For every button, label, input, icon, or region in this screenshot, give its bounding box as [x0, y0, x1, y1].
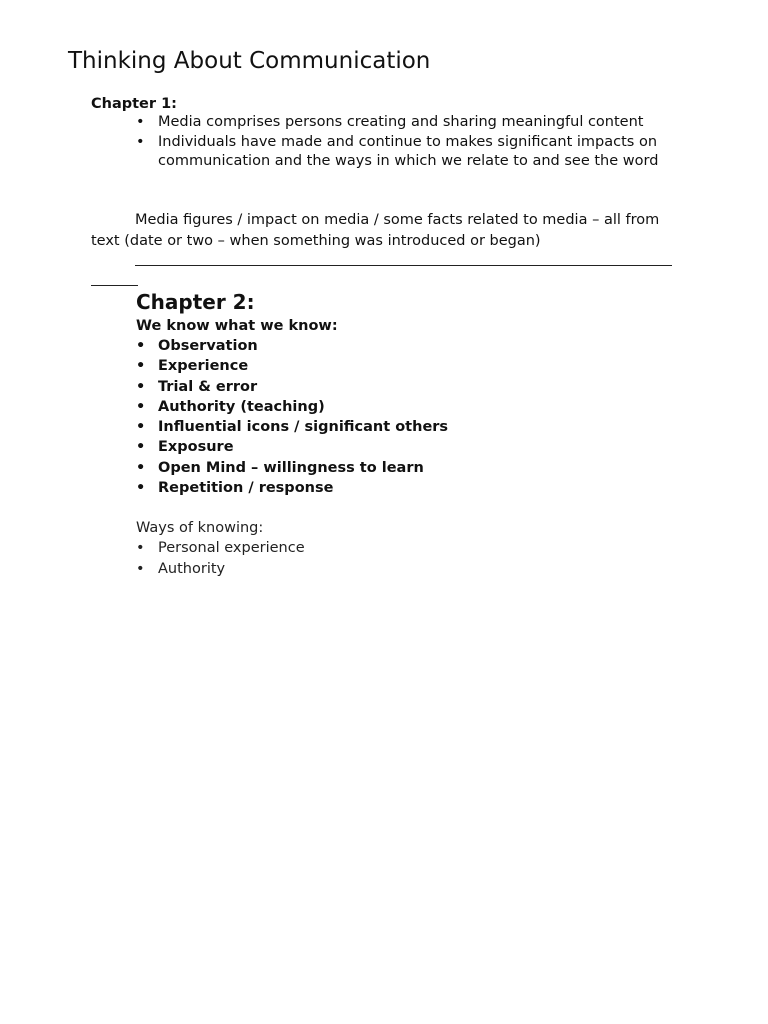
bullet-icon: •	[136, 338, 146, 354]
bullet-icon: •	[136, 398, 146, 415]
bullet-icon: •	[136, 480, 146, 497]
chapter-2-subheading: We know what we know:	[136, 318, 338, 334]
chapter-1-bullet-list	[91, 113, 691, 172]
list-item-text: Influential icons / significant others	[158, 419, 449, 436]
ways-of-knowing-label: Ways of knowing:	[136, 520, 264, 536]
bullet-icon: •	[136, 114, 145, 130]
list-item-text: Individuals have made and continue to makes significant impacts on communication and the ways in which we relate to and see the word	[158, 133, 659, 169]
list-item-text: Authority (teaching)	[158, 398, 325, 415]
list-item-text: Open Mind – willingness to learn	[158, 459, 424, 476]
bullet-icon: •	[136, 419, 146, 436]
list-item	[136, 336, 636, 356]
list-item	[136, 437, 636, 457]
bullet-icon: •	[136, 133, 145, 150]
list-item	[136, 538, 636, 559]
chapter-1-label: Chapter 1:	[91, 96, 177, 112]
list-item-text: Media comprises persons creating and sharing meaningful content	[158, 114, 644, 130]
bullet-icon: •	[136, 358, 146, 375]
list-item	[136, 356, 636, 376]
bullet-icon: •	[136, 560, 145, 577]
divider-line-short	[91, 285, 138, 286]
list-item	[136, 377, 636, 397]
list-item	[136, 559, 636, 580]
bullet-icon: •	[136, 378, 146, 395]
bullet-icon: •	[136, 459, 146, 476]
list-item-text: Trial & error	[158, 378, 258, 395]
list-item	[136, 458, 636, 478]
list-item-text: Repetition / response	[158, 480, 334, 497]
ways-of-knowing-list	[136, 538, 636, 579]
list-item	[136, 478, 636, 498]
bullet-icon: •	[136, 439, 146, 456]
divider-line	[135, 265, 672, 266]
list-item-text: Authority	[158, 560, 226, 577]
chapter-2-heading: Chapter 2:	[136, 290, 255, 314]
list-item	[91, 133, 691, 172]
list-item	[136, 417, 636, 437]
list-item-text: Personal experience	[158, 540, 305, 556]
bullet-icon: •	[136, 540, 145, 556]
chapter-2-bullet-list	[136, 336, 636, 498]
list-item	[91, 113, 691, 133]
list-item	[136, 397, 636, 417]
document-title: Thinking About Communication	[68, 48, 431, 74]
chapter-1-paragraph: Media figures / impact on media / some facts related to media – all from text (date or two – when something was introduced or began)	[91, 212, 660, 249]
list-item-text: Experience	[158, 358, 249, 375]
list-item-text: Observation	[158, 338, 258, 354]
list-item-text: Exposure	[158, 439, 234, 456]
